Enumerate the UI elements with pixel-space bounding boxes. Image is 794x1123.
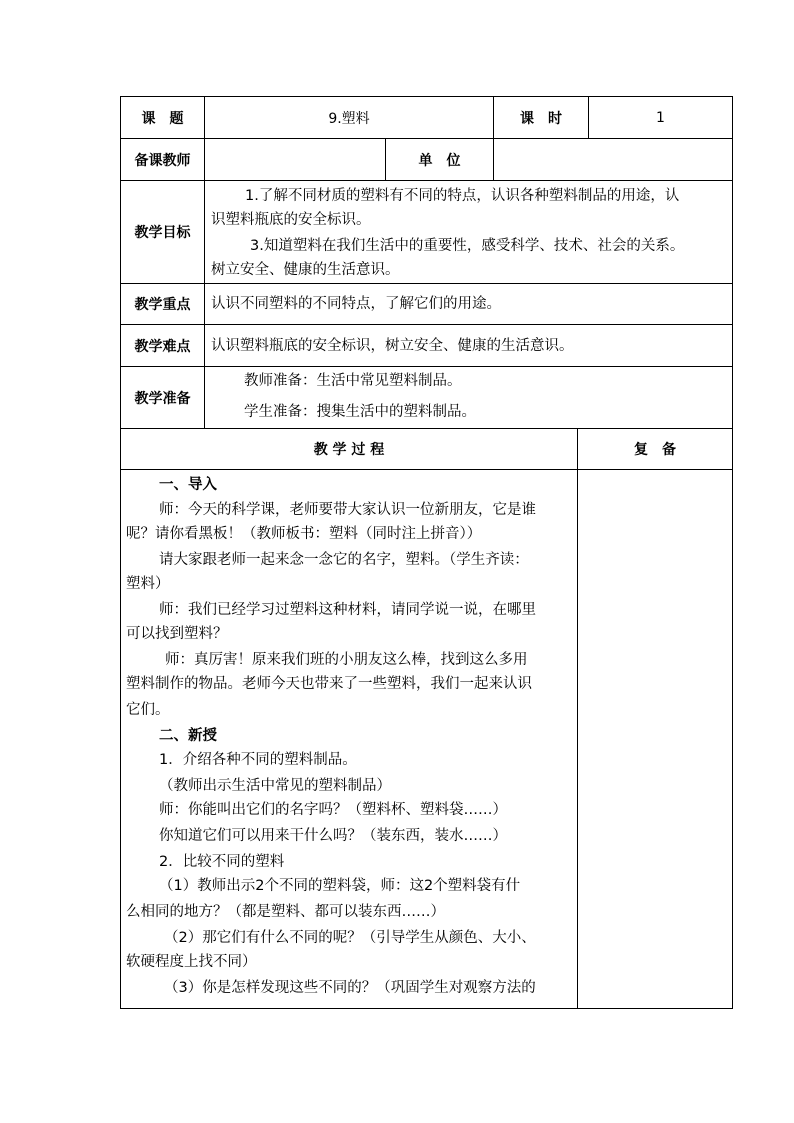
difficulties-label: 教学难点: [134, 338, 191, 355]
preparation-line: 学生准备：搜集生活中的塑料制品。: [244, 404, 476, 420]
teacher-label: 备课教师: [134, 152, 191, 169]
teacher-value: [205, 139, 385, 180]
row-divider: [120, 366, 733, 367]
unit-value: [494, 139, 732, 180]
process-line: 师：我们已经学习过塑料这种材料，请同学说一说，在哪里: [159, 602, 536, 618]
process-line: 1．介绍各种不同的塑料制品。: [159, 752, 357, 768]
key-points-label: 教学重点: [134, 297, 191, 313]
process-header: 教 学 过 程: [313, 442, 385, 458]
process-line: 可以找到塑料？: [126, 626, 228, 642]
difficulties-text: 认识塑料瓶底的安全标识，树立安全、健康的生活意识。: [211, 338, 574, 354]
section-heading: 一、导入: [159, 477, 217, 493]
notes-area: [578, 470, 732, 1008]
process-line: 它们。: [126, 702, 170, 718]
preparation-label: 教学准备: [134, 390, 191, 407]
topic-label: 课 题: [141, 110, 184, 127]
process-line: （教师出示生活中常见的塑料制品）: [159, 778, 391, 794]
goals-line: 1.了解不同材质的塑料有不同的特点，认识各种塑料制品的用途，认: [245, 188, 680, 204]
process-line: 师：真厉害！原来我们班的小朋友这么棒，找到这么多用: [165, 652, 528, 668]
goals-line: 识塑料瓶底的安全标识。: [211, 212, 371, 228]
process-line: 么相同的地方？（都是塑料、都可以装东西……）: [126, 904, 445, 920]
process-line: 塑料）: [126, 576, 170, 592]
table-border-bottom: [120, 1008, 733, 1009]
process-line: 软硬程度上找不同）: [126, 954, 257, 970]
process-line: 你知道它们可以用来干什么吗？（装东西，装水……）: [159, 828, 507, 844]
row-divider: [120, 283, 733, 284]
process-line: 请大家跟老师一起来念一念它的名字，塑料。（学生齐读：: [159, 552, 529, 568]
notes-header: 复 备: [634, 442, 676, 458]
unit-label: 单 位: [418, 152, 461, 169]
process-line: 呢？请你看黑板！（教师板书：塑料（同时注上拼音））: [126, 526, 482, 542]
row-divider: [120, 180, 733, 181]
process-line: 塑料制作的物品。老师今天也带来了一些塑料，我们一起来认识: [126, 676, 532, 692]
row-divider: [120, 324, 733, 325]
period-label: 课 时: [520, 110, 562, 127]
section-heading: 二、新授: [159, 728, 217, 744]
goals-line: 树立安全、健康的生活意识。: [211, 262, 400, 278]
process-line: 2．比较不同的塑料: [159, 854, 285, 870]
process-line: （1）教师出示2个不同的塑料袋，师：这2个塑料袋有什: [159, 878, 521, 894]
goals-label: 教学目标: [134, 225, 191, 241]
process-line: 师：今天的科学课，老师要带大家认识一位新朋友，它是谁: [159, 502, 536, 518]
table-border-right: [732, 96, 733, 1009]
preparation-line: 教师准备：生活中常见塑料制品。: [244, 373, 462, 389]
topic-value: 9.塑料: [328, 110, 370, 127]
goals-line: 3.知道塑料在我们生活中的重要性，感受科学、技术、社会的关系。: [250, 238, 685, 254]
process-line: （3）你是怎样发现这些不同的？（巩固学生对观察方法的: [164, 980, 536, 996]
process-line: （2）那它们有什么不同的呢？（引导学生从颜色、大小、: [164, 930, 536, 946]
period-value: 1: [656, 109, 665, 126]
process-line: 师：你能叫出它们的名字吗？（塑料杯、塑料袋……）: [159, 802, 507, 818]
key-points-text: 认识不同塑料的不同特点，了解它们的用途。: [211, 296, 501, 312]
